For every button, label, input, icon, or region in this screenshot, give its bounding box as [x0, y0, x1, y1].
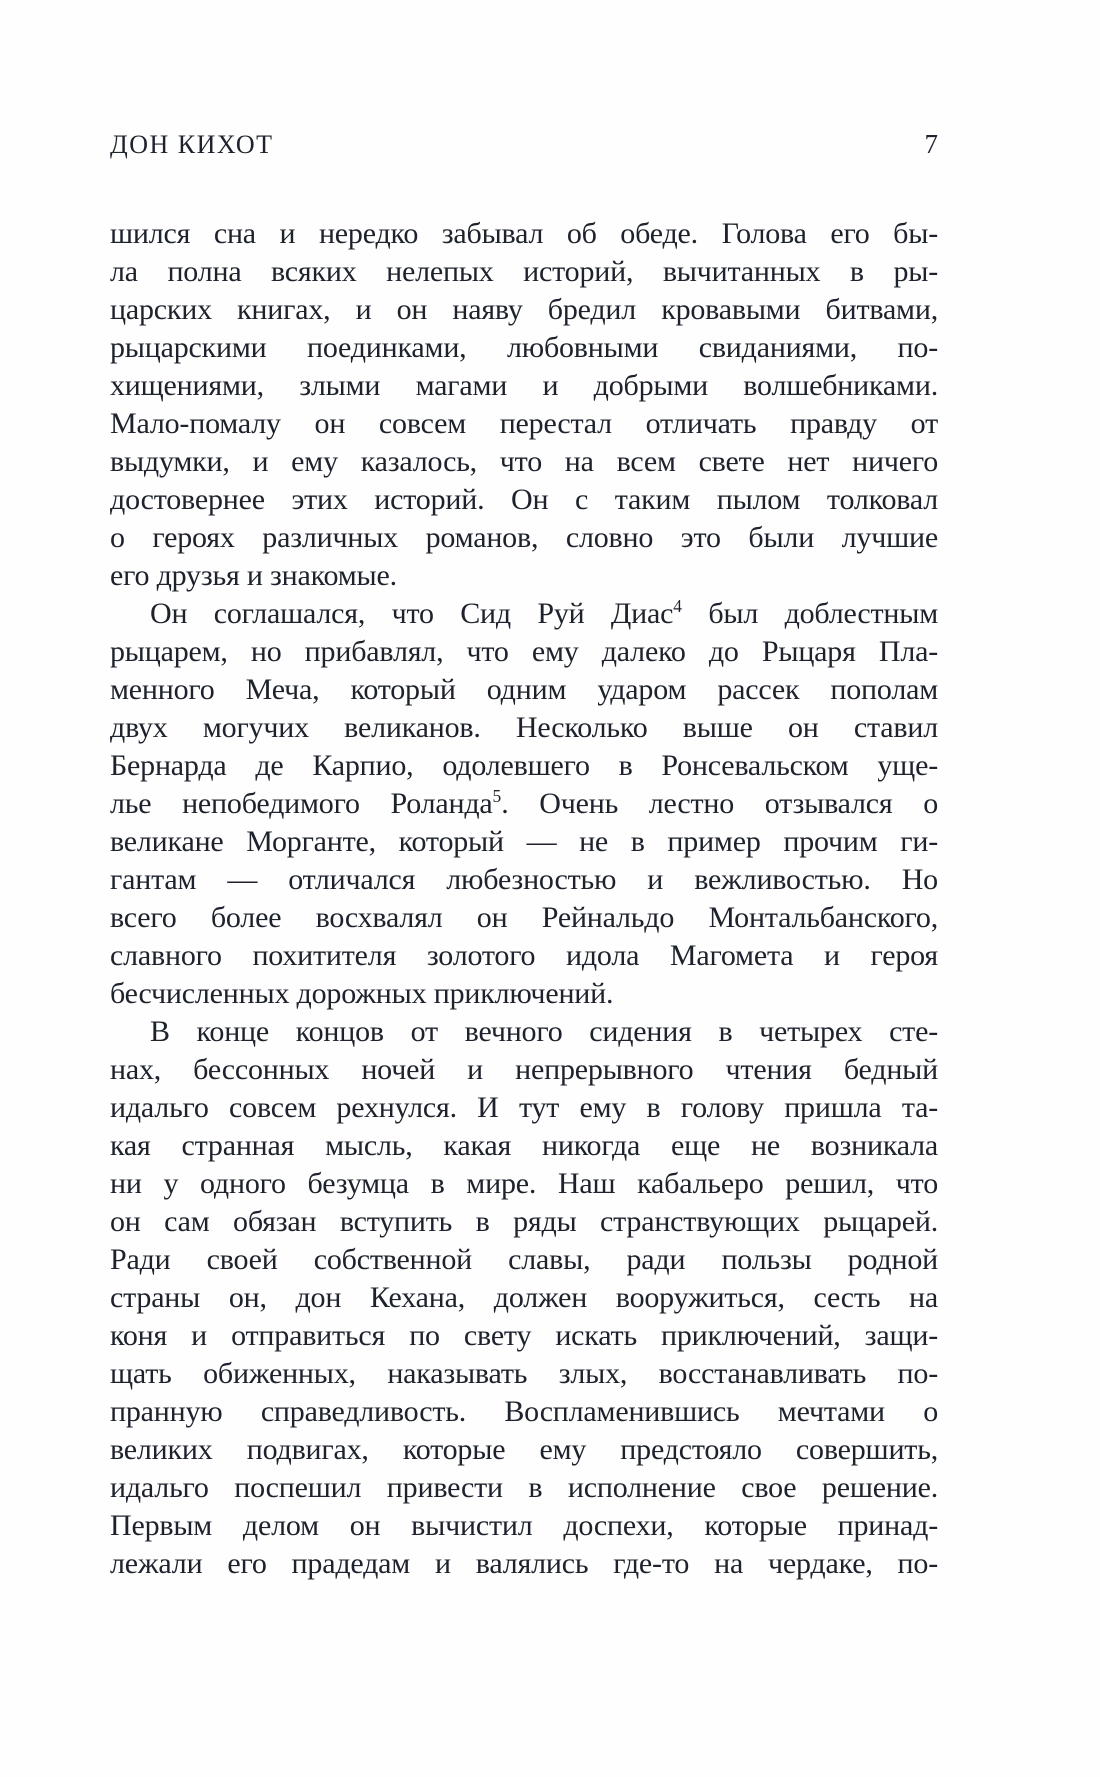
text-line: рыцарскими поединками, любовными свиданиями, по-: [110, 331, 938, 364]
text-line: идальго поспешил привести в исполнение свое решение.: [110, 1471, 938, 1504]
text-line: кая странная мысль, какая никогда еще не возникала: [110, 1129, 938, 1162]
paragraph: [110, 595, 938, 1013]
text-line: идальго совсем рехнулся. И тут ему в голову пришла та-: [110, 1091, 938, 1124]
text-line: всего более восхвалял он Рейнальдо Монтальбанского,: [110, 901, 938, 934]
text-line: лежали его прадедам и валялись где-то на чердаке, по-: [110, 1547, 938, 1580]
text-line: страны он, дон Кехана, должен вооружиться, сесть на: [110, 1281, 938, 1314]
text-line: В конце концов от вечного сидения в четырех сте-: [150, 1015, 938, 1048]
text-line: выдумки, и ему казалось, что на всем свете нет ничего: [110, 445, 938, 478]
running-title: ДОН КИХОТ: [110, 130, 274, 159]
text-line: рыцарем, но прибавлял, что ему далеко до Рыцаря Пла-: [110, 635, 938, 668]
text-line: достовернее этих историй. Он с таким пылом толковал: [110, 483, 938, 516]
text-line: ни у одного безумца в мире. Наш кабальеро решил, что: [110, 1167, 938, 1200]
text-line: Ради своей собственной славы, ради пользы родной: [110, 1243, 938, 1276]
body-text: [110, 215, 938, 1583]
text-line: великане Морганте, который — не в пример прочим ги-: [110, 825, 938, 858]
text-line: двух могучих великанов. Несколько выше он ставил: [110, 711, 938, 744]
text-line: он сам обязан вступить в ряды странствующих рыцарей.: [110, 1205, 938, 1238]
text-line: Мало-помалу он совсем перестал отличать правду от: [110, 407, 938, 440]
footnote-ref: 5: [492, 786, 502, 806]
text-line: шился сна и нередко забывал об обеде. Голова его бы-: [110, 217, 938, 250]
text-line: Бернарда де Карпио, одолевшего в Ронсевальском уще-: [110, 749, 938, 782]
text-line: о героях различных романов, словно это были лучшие: [110, 521, 938, 554]
page-content: [110, 128, 938, 1583]
page-header: [110, 128, 938, 161]
text-line: царских книгах, и он наяву бредил кровавыми битвами,: [110, 293, 938, 326]
text-line: его друзья и знакомые.: [110, 559, 397, 592]
text-line: великих подвигах, которые ему предстояло совершить,: [110, 1433, 938, 1466]
paragraph: [110, 1013, 938, 1583]
text-line: Он соглашался, что Сид Руй Диас$^4$ был доблестным: [150, 596, 939, 630]
text-line: славного похитителя золотого идола Магомета и героя: [110, 939, 938, 972]
text-line: бесчисленных дорожных приключений.: [110, 977, 614, 1010]
text-line: нах, бессонных ночей и непрерывного чтения бедный: [110, 1053, 938, 1086]
text-line: гантам — отличался любезностью и вежливостью. Но: [110, 863, 938, 896]
text-line: ла полна всяких нелепых историй, вычитанных в ры-: [110, 255, 938, 288]
text-line: щать обиженных, наказывать злых, восстанавливать по-: [110, 1357, 938, 1390]
text-line: хищениями, злыми магами и добрыми волшебниками.: [110, 369, 938, 402]
text-line: менного Меча, который одним ударом рассек пополам: [110, 673, 938, 706]
text-line: лье непобедимого Роланда$^5$. Очень лестно отзывался о: [110, 786, 939, 820]
text-line: Первым делом он вычистил доспехи, которые принад-: [110, 1509, 938, 1542]
page-number: 7: [924, 129, 938, 159]
text-line: коня и отправиться по свету искать приключений, защи-: [110, 1319, 938, 1352]
text-line: пранную справедливость. Воспламенившись мечтами о: [110, 1395, 938, 1428]
paragraph: [110, 215, 938, 595]
footnote-ref: 4: [673, 596, 682, 616]
